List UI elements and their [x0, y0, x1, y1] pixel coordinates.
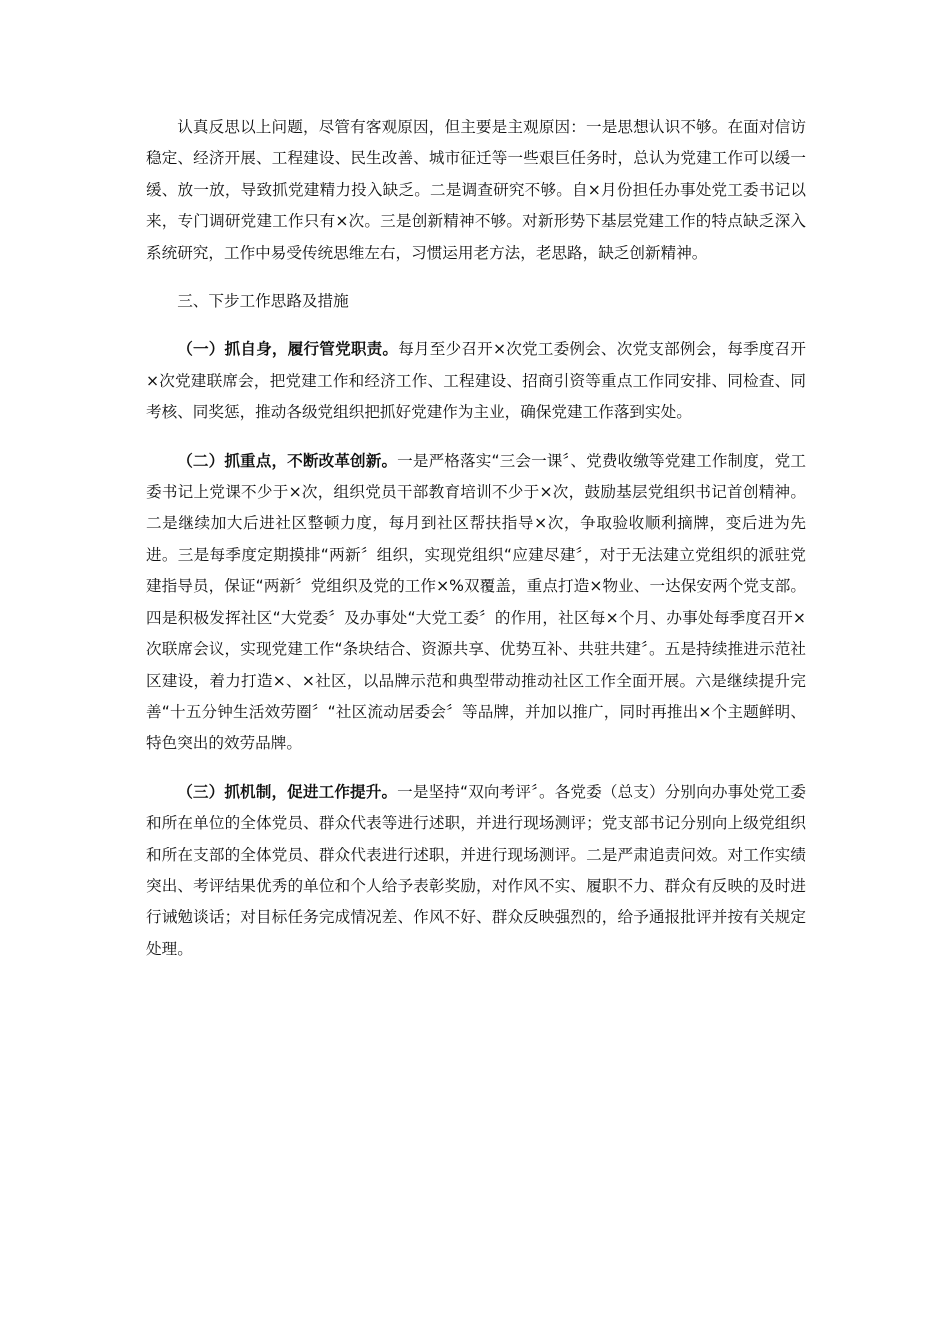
measure-item-1-body: 每月至少召开×次党工委例会、次党支部例会，每季度召开×次党建联席会，把党建工作和经济工作、工程建设、招商引资等重点工作同安排、同检查、同考核、同奖惩，推动各级党组织把抓好党建作为主业，确保党建工作落到实处。 [146, 340, 806, 422]
measure-item-1-lead: （一）抓自身，履行管党职责。 [177, 340, 399, 359]
measure-item-2-lead: （二）抓重点，不断改革创新。 [177, 451, 398, 470]
measure-item-2-body: 一是严格落实“三会一课〞、党费收缴等党建工作制度，党工委书记上党课不少于×次，组织党员干部教育培训不少于×次，鼓励基层党组织书记首创精神。二是继续加大后进社区整顿力度，每月到社区帮扶指导×次，争取验收顺利摘牌，变后进为先进。三是每季度定期摸排“两新〞组织，实现党组织“应建尽建〞，对于无法建立党组织的派驻党建指导员，保证“两新〞党组织及党的工作×%双覆盖，重点打造×物业、一达保安两个党支部。四是积极发挥社区“大党委〞及办事处“大党工委〞的作用，社区每×个月、办事处每季度召开×次联席会议，实现党建工作“条块结合、资源共享、优势互补、共驻共建〞。五是持续推进示范社区建设，着力打造×、×社区，以品牌示范和典型带动推动社区工作全面开展。六是继续提升完善“十五分钟生活效劳圈〞“社区流动居委会〞等品牌，并加以推广，同时再推出×个主题鲜明、特色突出的效劳品牌。 [146, 451, 806, 753]
measure-item-2 [146, 446, 806, 760]
measure-item-3-lead: （三）抓机制，促进工作提升。 [177, 782, 398, 801]
document-page [146, 112, 806, 982]
measure-item-3 [146, 777, 806, 965]
measure-item-3-body: 一是坚持“双向考评〞。各党委（总支）分别向办事处党工委和所在单位的全体党员、群众代表等进行述职，并进行现场测评；党支部书记分别向上级党组织和所在支部的全体党员、群众代表进行述职，并进行现场测评。二是严肃追责问效。对工作实绩突出、考评结果优秀的单位和个人给予表彰奖励，对作风不实、履职不力、群众有反映的及时进行诫勉谈话；对目标任务完成情况差、作风不好、群众反映强烈的，给予通报批评并按有关规定处理。 [146, 782, 806, 958]
reflection-paragraph: 认真反思以上问题，尽管有客观原因，但主要是主观原因：一是思想认识不够。在面对信访稳定、经济开展、工程建设、民生改善、城市征迁等一些艰巨任务时，总认为党建工作可以缓一缓、放一放，导致抓党建精力投入缺乏。二是调查研究不够。自×月份担任办事处党工委书记以来，专门调研党建工作只有×次。三是创新精神不够。对新形势下基层党建工作的特点缺乏深入系统研究，工作中易受传统思维左右，习惯运用老方法，老思路，缺乏创新精神。 [146, 118, 806, 262]
measure-item-1 [146, 334, 806, 428]
section-heading: 三、下步工作思路及措施 [177, 292, 349, 311]
